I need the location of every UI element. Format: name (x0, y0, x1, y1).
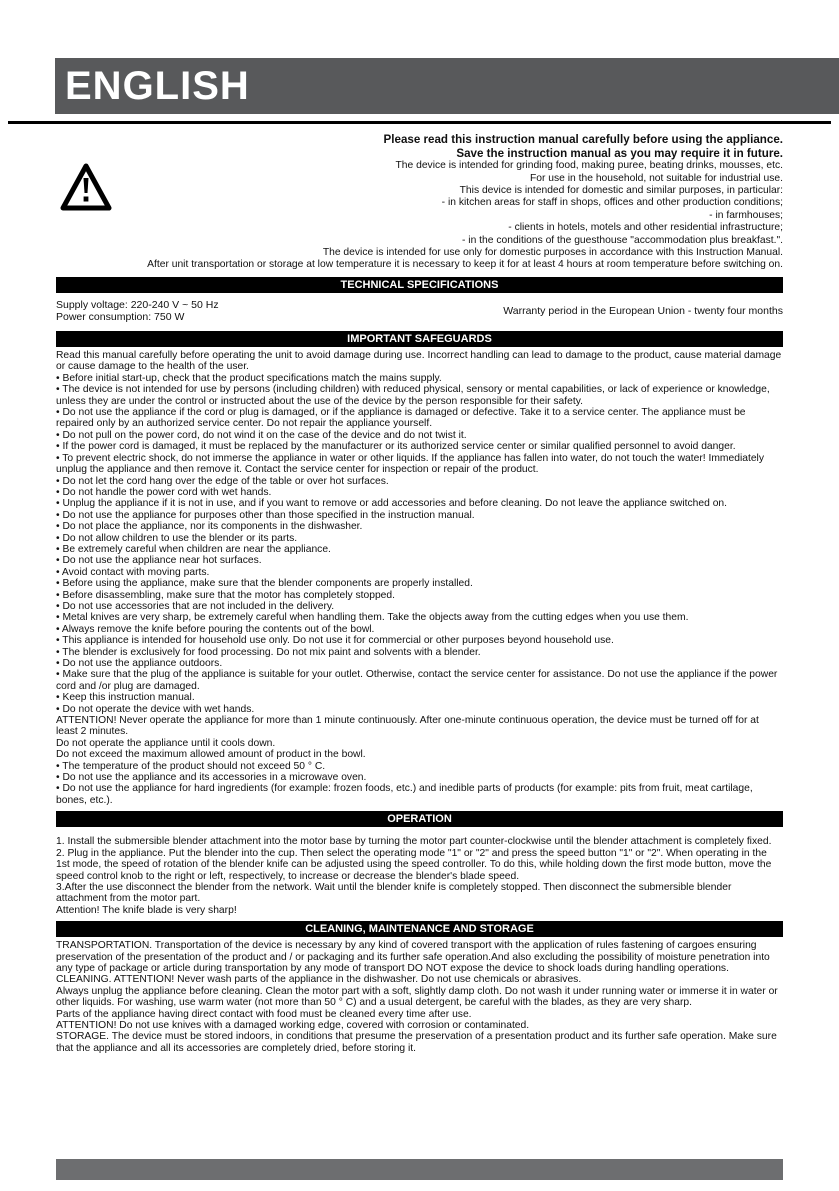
language-header-bar (55, 58, 839, 114)
page-title: ENGLISH (65, 63, 250, 108)
footer-bar (56, 1159, 783, 1180)
safeguard-paragraph: • Do not handle the power cord with wet hands. (56, 486, 272, 498)
safeguard-paragraph: • Be extremely careful when children are near the appliance. (56, 543, 331, 555)
safeguard-paragraph: • Metal knives are very sharp, be extremely careful when handling them. Take the objects away from the cutting edges when you use them. (56, 612, 689, 624)
intro-line: - clients in hotels, motels and other residential infrastructure; (508, 222, 783, 234)
intro-line: - in the conditions of the guesthouse "accommodation plus breakfast.". (462, 234, 783, 246)
warranty-note: Warranty period in the European Union - twenty four months (503, 305, 783, 318)
safeguard-paragraph: • This appliance is intended for household use only. Do not use it for commercial or other purposes beyond household use. (56, 635, 614, 647)
technical-spec-line: Supply voltage: 220-240 V ~ 50 Hz (56, 298, 219, 311)
safeguard-paragraph: • If the power cord is damaged, it must be replaced by the manufacturer or its authorized service center or similar qualified personnel to avoid danger. (56, 441, 736, 453)
intro-line: Save the instruction manual as you may require it in future. (456, 146, 783, 160)
intro-line: The device is intended for grinding food, making puree, beating drinks, mousses, etc. (395, 160, 783, 172)
intro-line: After unit transportation or storage at low temperature it is necessary to keep it for at least 4 hours at room temperature before switching on. (147, 259, 783, 271)
safeguard-paragraph: • Before disassembling, make sure that the motor has completely stopped. (56, 589, 395, 601)
safeguard-paragraph: • Unplug the appliance if it is not in use, and if you want to remove or add accessories and before cleaning. Do not leave the appliance switched on. (56, 498, 728, 510)
safeguard-paragraph: • Before initial start-up, check that the product specifications match the mains supply. (56, 372, 442, 384)
intro-line: For use in the household, not suitable for industrial use. (530, 172, 783, 184)
cleaning-paragraph: ATTENTION! Do not use knives with a damaged working edge, covered with corrosion or contaminated. (56, 1019, 530, 1031)
safeguard-paragraph: • Do not use the appliance for purposes other than those specified in the instruction manual. (56, 509, 475, 521)
intro-lines (56, 160, 783, 272)
cleaning-text (56, 940, 783, 1054)
safeguard-paragraph: Do not operate the appliance until it cools down. (56, 737, 276, 749)
safeguard-paragraph: • Do not let the cord hang over the edge of the table or over hot surfaces. (56, 475, 389, 487)
safeguard-paragraph: • Before using the appliance, make sure that the blender components are properly installed. (56, 578, 473, 590)
page-content (0, 133, 839, 1054)
operation-paragraph: Attention! The knife blade is very sharp! (56, 904, 237, 916)
safeguard-paragraph: Read this manual carefully before operating the unit to avoid damage during use. Incorrect handling can lead to damage to the product, cause material damage or cause damage to the health of the user. (56, 350, 782, 373)
intro-line: - in kitchen areas for staff in shops, offices and other production conditions; (441, 197, 783, 209)
safeguards-text (56, 350, 783, 806)
safeguard-paragraph: • Keep this instruction manual. (56, 692, 195, 704)
safeguard-paragraph: • Do not use the appliance outdoors. (56, 658, 223, 669)
safeguard-paragraph: • Do not use the appliance and its accessories in a microwave oven. (56, 772, 367, 784)
safeguard-paragraph: • Do not operate the device with wet hands. (56, 703, 255, 715)
safeguard-paragraph: • Make sure that the plug of the appliance is suitable for your outlet. Otherwise, contact the service center for assistance. Do not use the appliance if the power cord and /or plug are damaged. (56, 669, 778, 692)
intro-line: This device is intended for domestic and similar purposes, in particular: (459, 185, 783, 196)
operation-paragraph: 3.After the use disconnect the blender from the network. Wait until the blender knife is completely stopped. Then disconnect the submersible blender attachment from the motor part. (56, 881, 732, 905)
cleaning-paragraph: CLEANING. ATTENTION! Never wash parts of the appliance in the dishwasher. Do not use chemicals or abrasives. (56, 974, 582, 986)
technical-specs (56, 296, 783, 326)
safeguard-paragraph: Do not exceed the maximum allowed amount of product in the bowl. (56, 749, 366, 761)
operation-paragraph: 1. Install the submersible blender attachment into the motor base by turning the motor part counter-clockwise until the blender attachment is completely fixed. (56, 836, 772, 848)
safeguard-paragraph: • Always remove the knife before pouring the contents out of the bowl. (56, 623, 375, 635)
safeguard-paragraph: • Do not use the appliance for hard ingredients (for example: frozen foods, etc.) and inedible parts of products (for example: pits from fruit, meat cartilage, bones, etc.). (56, 783, 753, 806)
safeguard-paragraph: • Avoid contact with moving parts. (56, 566, 210, 578)
technical-left-column (56, 299, 219, 324)
cleaning-paragraph: Always unplug the appliance before cleaning. Clean the motor part with a soft, slightly damp cloth. Do not wash it under running water or immerse it in water or other liquids. For washing, use warm water (not more than 50 ° C) and a usual detergent, be careful with the blades, as they are very sharp. (56, 985, 778, 1009)
safeguard-paragraph: • To prevent electric shock, do not immerse the appliance in water or other liquids. If the appliance has fallen into water, do not touch the water! Immediately unplug the appliance and then remove it. Contact the service center for inspection or repair of the product. (56, 452, 764, 476)
safeguard-paragraph: • Do not pull on the power cord, do not wind it on the case of the device and do not twist it. (56, 429, 467, 441)
technical-spec-line: Power consumption: 750 W (56, 311, 185, 324)
safeguard-paragraph: • Do not place the appliance, nor its components in the dishwasher. (56, 521, 363, 533)
cleaning-paragraph: STORAGE. The device must be stored indoors, in conditions that presume the preservation of a presentation product and its further safe operation. Make sure that the appliance and all its accessories are completely dried, before storing it. (56, 1031, 777, 1054)
safeguard-paragraph: • Do not allow children to use the blender or its parts. (56, 532, 298, 544)
safeguard-paragraph: • The device is not intended for use by persons (including children) with reduced physical, sensory or mental capabilities, or lack of experience or knowledge, unless they are under the control or instructed about the use of the device by the person responsible for their safety. (56, 384, 770, 407)
safeguard-paragraph: • The blender is exclusively for food processing. Do not mix paint and solvents with a blender. (56, 646, 481, 658)
section-heading-safeguards: IMPORTANT SAFEGUARDS (56, 331, 783, 347)
safeguard-paragraph: • Do not use accessories that are not included in the delivery. (56, 600, 335, 612)
safeguard-paragraph: ATTENTION! Never operate the appliance for more than 1 minute continuously. After one-minute continuous operation, the device must be turned off for at least 2 minutes. (56, 715, 759, 738)
intro-section (56, 133, 783, 272)
warning-triangle-icon (60, 163, 112, 211)
cleaning-paragraph: Parts of the appliance having direct contact with food must be cleaned every time after use. (56, 1008, 472, 1020)
operation-paragraph: 2. Plug in the appliance. Put the blender into the cup. Then select the operating mode "1" or "2" and press the speed button "1" or "2". When operating in the 1st mode, the speed of rotation of the blender knife can be adjusted using the speed controller. To do this, while holding down the first mode button, move the speed control knob to the right or left, respectively, to increase or decrease the blender's blade speed. (56, 847, 772, 882)
intro-bold-lines (56, 133, 783, 160)
cleaning-paragraph: TRANSPORTATION. Transportation of the device is necessary by any kind of covered transport with the application of rules fastening of cargoes ensuring preservation of the presentation of the product and / or packaging and its further safe operation.And also excluding the possibility of moisture penetration into any type of package or article during transportation by any mode of transport DO NOT expose the device to shock loads during handling operations. (56, 940, 770, 974)
safeguard-paragraph: • Do not use the appliance near hot surfaces. (56, 555, 262, 567)
section-heading-technical: TECHNICAL SPECIFICATIONS (56, 277, 783, 293)
intro-line: - in farmhouses; (709, 209, 783, 221)
header-divider (8, 121, 831, 124)
section-heading-cleaning: CLEANING, MAINTENANCE AND STORAGE (56, 921, 783, 937)
safeguard-paragraph: • Do not use the appliance if the cord or plug is damaged, or if the appliance is damaged or defective. Take it to a service center. The appliance must be repaired only by an authorized service center. Do not repair the appliance yourself. (56, 407, 746, 430)
operation-text (56, 836, 783, 916)
safeguard-paragraph: • The temperature of the product should not exceed 50 ° C. (56, 760, 326, 772)
intro-line: The device is intended for use only for domestic purposes in accordance with this Instruction Manual. (322, 247, 783, 259)
section-heading-operation: OPERATION (56, 811, 783, 827)
intro-line: Please read this instruction manual carefully before using the appliance. (383, 133, 783, 146)
